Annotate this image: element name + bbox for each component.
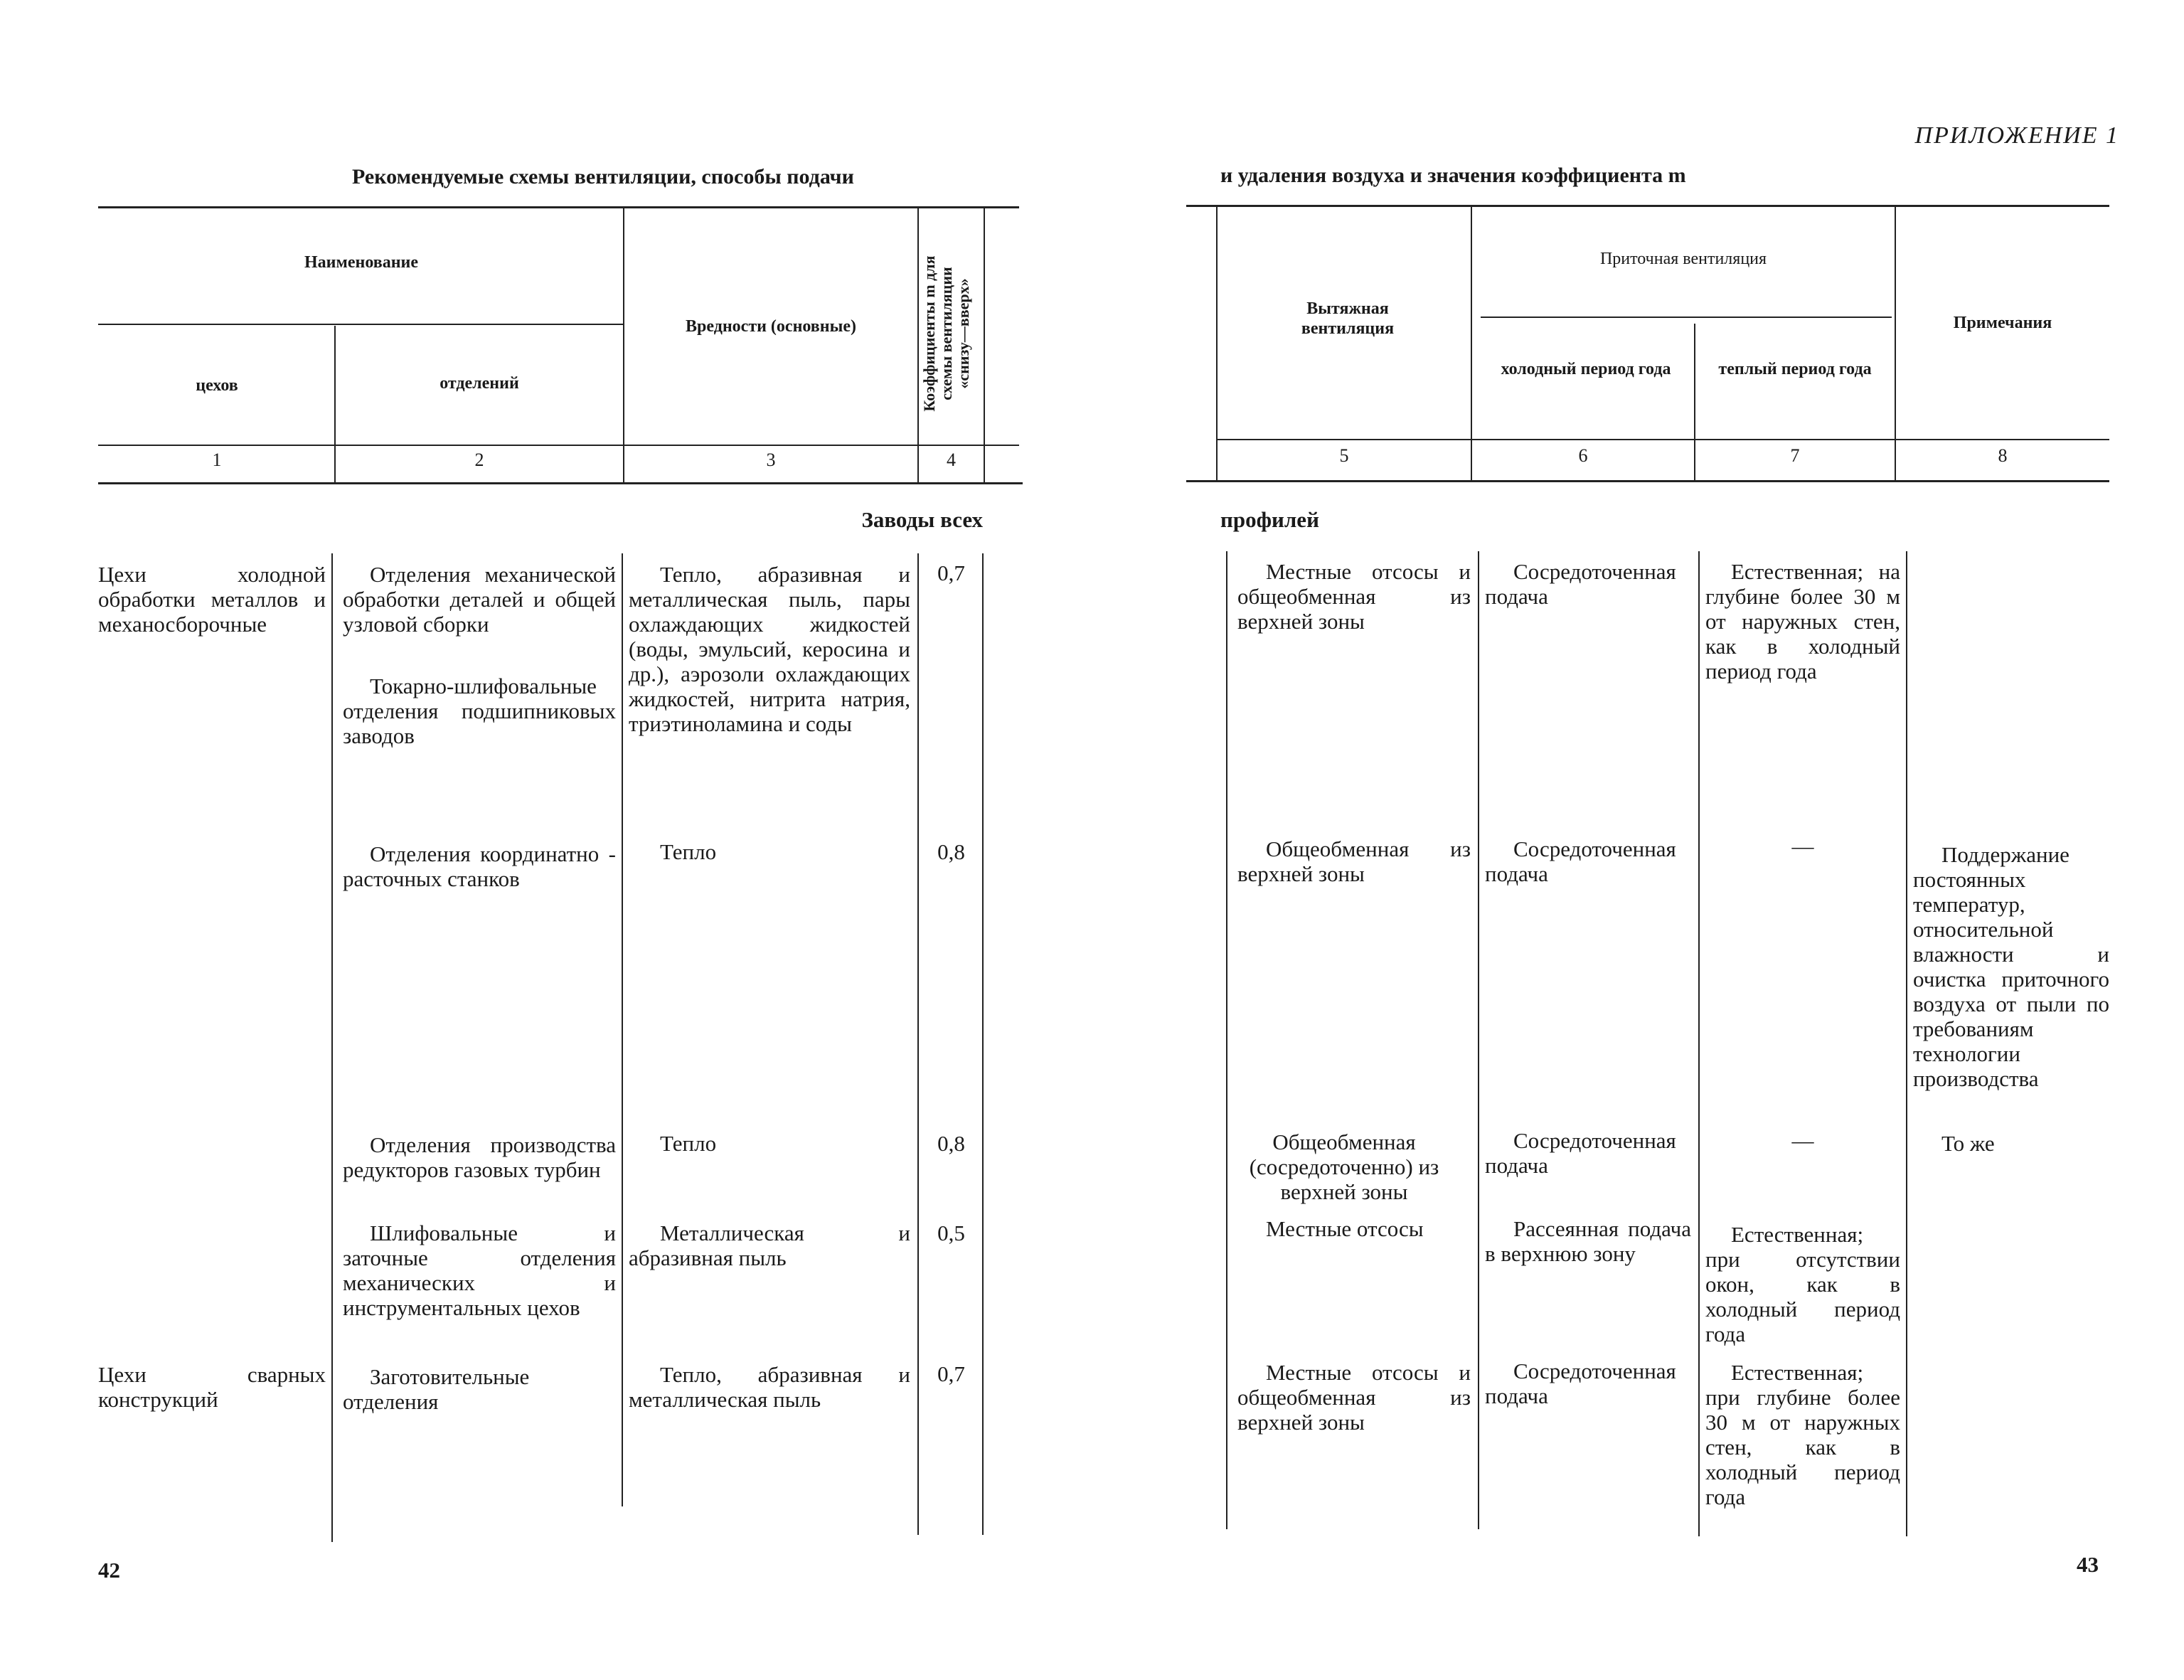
header-vytyazhnaya: Вытяжная вентиляция (1301, 299, 1395, 338)
row2-primechanie: Поддержание постоянных температур, относительной влажности и очистка приточного воздуха от пыли по требованиям технологии производства (1913, 842, 2109, 1091)
header-col-sep-6 (1471, 206, 1472, 480)
header-kholodny: холодный период года (1501, 360, 1671, 378)
body-col-sep-6 (1478, 551, 1479, 1529)
row4-vytyazhnaya: Местные отсосы (1266, 1216, 1424, 1241)
header-divider-right (1481, 317, 1892, 318)
header-vrednosti: Вредности (основные) (686, 317, 856, 336)
header-naimenovanie: Наименование (304, 253, 418, 272)
row3-m: 0,8 (937, 1131, 965, 1156)
row4-kholodny: Рассеянная подача в верхнюю зону (1485, 1216, 1691, 1266)
row2-m: 0,8 (937, 839, 965, 864)
appendix-label: ПРИЛОЖЕНИЕ 1 (1914, 122, 2119, 149)
row3-vytyazhnaya: Общеобменная (сосредоточенно) из верхней зоны (1249, 1129, 1439, 1204)
row1-otdelenie: Отделения механической обработки деталей и общей узловой сборки (343, 562, 616, 637)
header-divider-left (98, 324, 624, 325)
row1-m: 0,7 (937, 560, 965, 585)
header-koef-line-1: Коэффициенты m для (920, 255, 938, 412)
column-number-1: 1 (212, 450, 222, 470)
header-koef-m (921, 227, 981, 440)
body-col-sep-8 (1906, 551, 1907, 1536)
table-title-right: и удаления воздуха и значения коэффициента m (1220, 164, 1686, 187)
row5-vytyazhnaya: Местные отсосы и общеобменная из верхней зоны (1237, 1360, 1471, 1435)
header-col-sep-8 (1895, 206, 1896, 480)
row3-tepliy: — (1791, 1128, 1814, 1153)
row3-vrednosti: Тепло (660, 1131, 717, 1156)
column-number-7: 7 (1790, 445, 1800, 466)
row1-kholodny: Сосредоточенная подача (1485, 559, 1676, 609)
page-number-right: 43 (2077, 1552, 2099, 1577)
column-number-top-left (98, 445, 1019, 446)
row2-otdelenie: Отделения координатно - расточных станков (343, 841, 616, 891)
column-number-top-right (1216, 439, 2109, 440)
body-col-sep-5 (1226, 551, 1227, 1529)
header-primechaniya: Примечания (1953, 314, 2052, 332)
row4-otdelenie: Шлифовальные и заточные отделения механических и инструментальных цехов (343, 1221, 616, 1320)
row1-otdelenie-2: Токарно-шлифовальные отделения подшипниковых заводов (343, 674, 616, 748)
header-tepliy: теплый период года (1718, 360, 1872, 378)
header-koef-line-2: схемы вентиляции (937, 267, 955, 400)
header-koef-line-3: «снизу—вверх» (954, 278, 972, 389)
row1-tsekh: Цехи холодной обработки металлов и механосборочные (98, 562, 326, 637)
header-col-sep-4 (984, 208, 985, 482)
table-title-left: Рекомендуемые схемы вентиляции, способы подачи (352, 165, 854, 188)
column-number-8: 8 (1998, 445, 2008, 466)
column-number-6: 6 (1578, 445, 1588, 466)
section-title-left: Заводы всех (861, 507, 983, 532)
table-top-border-left (98, 206, 1019, 208)
row5-m: 0,7 (937, 1361, 965, 1386)
row5-tepliy: Естественная; при глубине более 30 м от наружных стен, как в холодный период года (1705, 1360, 1900, 1509)
row4-m: 0,5 (937, 1221, 965, 1245)
column-number-4: 4 (947, 450, 956, 470)
row2-kholodny: Сосредоточенная подача (1485, 836, 1676, 886)
body-col-sep-2 (622, 553, 623, 1506)
column-number-bottom-left (98, 482, 1023, 484)
row5-otdelenie: Заготовительные отделения (343, 1364, 530, 1414)
row2-tepliy: — (1791, 834, 1814, 858)
row2-vytyazhnaya: Общеобменная из верхней зоны (1237, 836, 1471, 886)
header-otdeleniy: отделений (440, 374, 519, 393)
header-col-sep-5 (1216, 206, 1218, 480)
column-number-5: 5 (1339, 445, 1349, 466)
body-col-sep-4 (982, 553, 984, 1535)
column-number-bottom-right (1186, 480, 2109, 482)
body-col-sep-3 (917, 553, 919, 1535)
row1-tepliy: Естественная; на глубине более 30 м от наружных стен, как в холодный период года (1705, 559, 1900, 684)
row3-otdelenie: Отделения производства редукторов газовых турбин (343, 1132, 616, 1182)
row5-vrednosti: Тепло, абразивная и металлическая пыль (629, 1362, 910, 1412)
header-pritochnaya: Приточная вентиляция (1599, 250, 1767, 268)
row4-tepliy: Естественная; при отсутствии окон, как в холодный период года (1705, 1222, 1900, 1346)
section-title-right: профилей (1220, 507, 1319, 532)
row2-vrednosti: Тепло (660, 839, 717, 864)
column-number-3: 3 (766, 450, 776, 470)
body-col-sep-7 (1698, 551, 1700, 1536)
page-number-left: 42 (98, 1558, 120, 1583)
header-col-sep-2 (623, 208, 624, 482)
row1-vytyazhnaya: Местные отсосы и общеобменная из верхней зоны (1237, 559, 1471, 634)
row5-kholodny: Сосредоточенная подача (1485, 1359, 1676, 1408)
row3-primechanie: То же (1941, 1131, 1995, 1156)
column-number-2: 2 (474, 450, 484, 470)
table-top-border-right (1186, 205, 2109, 207)
row3-kholodny: Сосредоточенная подача (1485, 1128, 1676, 1178)
row5-tsekh: Цехи сварных конструкций (98, 1362, 326, 1412)
header-tsekhov: цехов (196, 376, 238, 395)
row4-vrednosti: Металлическая и абразивная пыль (629, 1221, 910, 1270)
header-col-sep-3 (917, 208, 919, 482)
row1-vrednosti: Тепло, абразивная и металлическая пыль, пары охлаждающих жидкостей (воды, эмульсий, керосина и др.), аэрозоли охлаждающих жидкостей, нитрита натрия, триэтиноламина и соды (629, 562, 910, 736)
body-col-sep-1 (331, 553, 333, 1542)
